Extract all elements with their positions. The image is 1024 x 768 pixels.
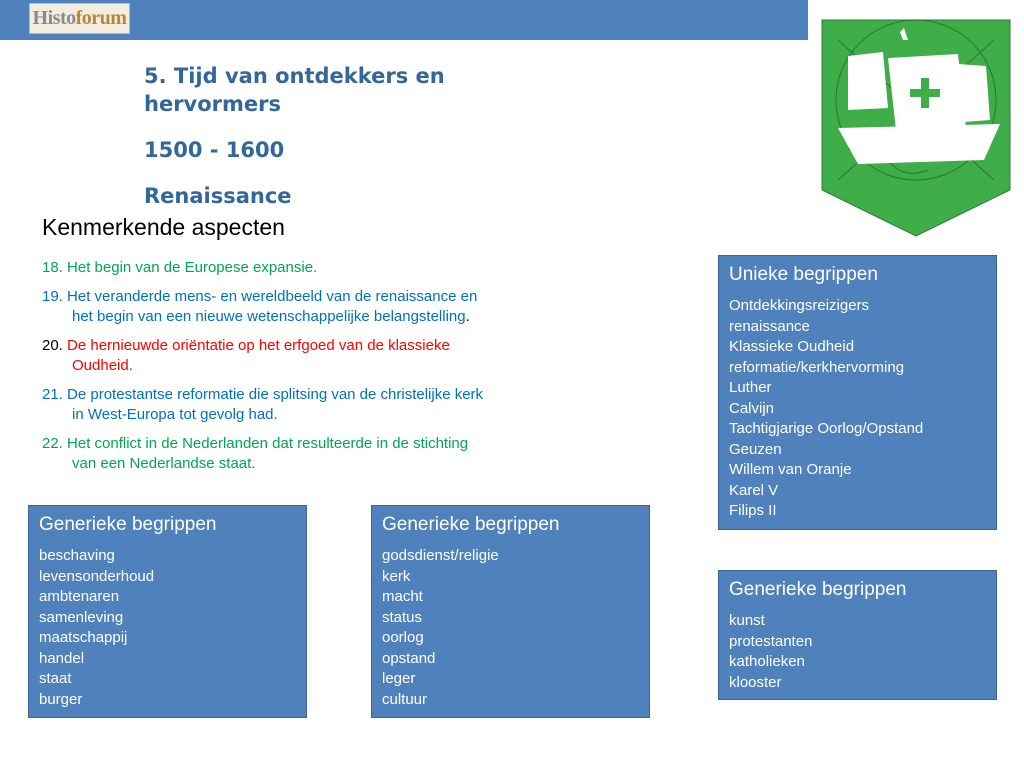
aspect-item-22: 22. Het conflict in de Nederlanden dat resulteerde in de stichting van een Nederlandse staat.: [42, 435, 469, 472]
list-item: samenleving: [39, 608, 124, 626]
unique-terms-box: [718, 255, 997, 530]
list-item: beschaving: [39, 547, 115, 564]
aspects-list: [42, 258, 562, 483]
list-item: maatschappij: [39, 629, 128, 646]
list-item: cultuur: [382, 690, 428, 708]
list-item: burger: [39, 690, 83, 708]
list-item: Filips II: [729, 502, 777, 519]
list-item: ambtenaren: [39, 588, 120, 605]
list-item: Geuzen: [729, 440, 782, 458]
list-item: Luther: [729, 379, 772, 396]
generic-terms-box-3: [718, 570, 997, 700]
aspect-item-19: 19. Het veranderde mens- en wereldbeeld van de renaissance en het begin van een nieuwe wetenschappelijke belangstelling.: [42, 288, 478, 325]
list-item: Willem van Oranje: [729, 461, 852, 478]
ship-banner-icon: [808, 0, 1024, 240]
term-list: [382, 546, 639, 710]
list-item: Karel V: [729, 481, 779, 499]
aspects-heading: Kenmerkende aspecten: [42, 214, 285, 240]
list-item: Calvijn: [729, 399, 775, 417]
histoforum-logo[interactable]: [29, 3, 130, 34]
list-item: kerk: [382, 567, 411, 585]
logo-text-part2: forum: [75, 7, 127, 29]
box-title: Unieke begrippen: [729, 264, 878, 285]
list-item: handel: [39, 649, 85, 667]
aspect-item-20: 20. De hernieuwde oriëntatie op het erfgoed van de klassieke Oudheid.: [42, 337, 450, 374]
box-title: Generieke begrippen: [382, 514, 560, 535]
list-item: godsdienst/religie: [382, 547, 499, 564]
list-item: status: [382, 608, 423, 626]
term-list: [729, 296, 986, 522]
list-item: protestanten: [729, 632, 813, 650]
list-item: reformatie/kerkhervorming: [729, 358, 905, 376]
list-item: Klassieke Oudheid: [729, 338, 855, 355]
list-item: Tachtigjarige Oorlog/Opstand: [729, 420, 924, 437]
list-item: renaissance: [729, 317, 810, 335]
list-item: opstand: [382, 649, 436, 667]
list-item: leger: [382, 670, 416, 687]
list-item: levensonderhoud: [39, 567, 155, 585]
period-label: 1500 - 1600: [144, 138, 285, 162]
aspect-item-18: 18. Het begin van de Europese expansie.: [42, 259, 318, 276]
list-item: katholieken: [729, 653, 805, 670]
slide-title-block: [144, 62, 544, 210]
era-label: Renaissance: [144, 184, 292, 208]
term-list: [729, 611, 986, 693]
list-item: oorlog: [382, 629, 424, 646]
slide-title: 5. Tijd van ontdekkers en hervormers: [144, 64, 445, 116]
aspect-item-21: 21. De protestantse reformatie die splitsing van de christelijke kerk in West-Europa tot gevolg had.: [42, 386, 484, 423]
list-item: macht: [382, 588, 423, 605]
list-item: Ontdekkingsreizigers: [729, 297, 870, 314]
term-list: [39, 546, 296, 710]
box-title: Generieke begrippen: [729, 579, 907, 600]
list-item: staat: [39, 670, 72, 687]
logo-text-part1: Histo: [32, 7, 76, 29]
list-item: klooster: [729, 673, 782, 691]
box-title: Generieke begrippen: [39, 514, 217, 535]
list-item: kunst: [729, 612, 765, 629]
generic-terms-box-1: [28, 505, 307, 718]
generic-terms-box-2: [371, 505, 650, 718]
